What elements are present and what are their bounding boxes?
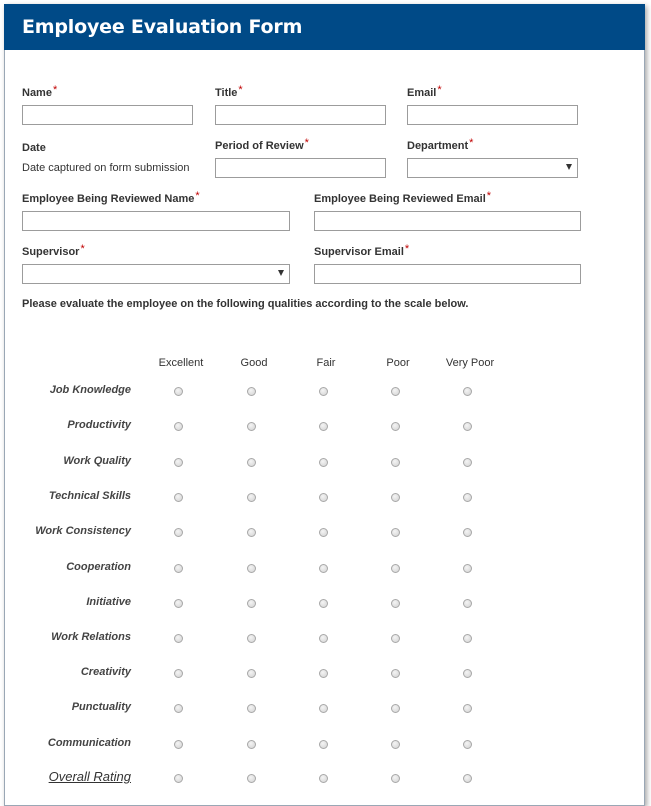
scale-header-good: Good [240,357,268,369]
reviewed-email-input[interactable] [314,211,581,231]
date-note: Date captured on form submission [22,162,190,174]
radio-overall-rating-fair[interactable] [319,774,328,783]
radio-cooperation-good[interactable] [247,564,256,573]
period-label: Period of Review* [215,137,309,152]
radio-communication-poor[interactable] [391,740,400,749]
radio-work-relations-good[interactable] [247,634,256,643]
radio-cooperation-very-poor[interactable] [463,564,472,573]
quality-label-overall-rating: Overall Rating [48,769,131,784]
quality-label-communication: Communication [47,737,131,749]
radio-work-consistency-poor[interactable] [391,528,400,537]
radio-initiative-excellent[interactable] [174,599,183,608]
quality-label-job-knowledge: Job Knowledge [49,384,131,396]
radio-communication-excellent[interactable] [174,740,183,749]
radio-technical-skills-very-poor[interactable] [463,493,472,502]
radio-job-knowledge-excellent[interactable] [174,387,183,396]
radio-initiative-very-poor[interactable] [463,599,472,608]
radio-creativity-excellent[interactable] [174,669,183,678]
radio-work-relations-very-poor[interactable] [463,634,472,643]
quality-label-technical-skills: Technical Skills [48,490,131,502]
required-marker: * [80,243,85,255]
required-marker: * [437,84,442,96]
radio-cooperation-poor[interactable] [391,564,400,573]
radio-productivity-excellent[interactable] [174,422,183,431]
radio-technical-skills-excellent[interactable] [174,493,183,502]
supervisor-email-label: Supervisor Email* [314,243,410,258]
radio-job-knowledge-poor[interactable] [391,387,400,396]
radio-punctuality-fair[interactable] [319,704,328,713]
radio-cooperation-fair[interactable] [319,564,328,573]
radio-technical-skills-poor[interactable] [391,493,400,502]
date-label: Date [22,142,46,154]
radio-communication-fair[interactable] [319,740,328,749]
radio-productivity-good[interactable] [247,422,256,431]
required-marker: * [238,84,243,96]
radio-job-knowledge-fair[interactable] [319,387,328,396]
name-input[interactable] [22,105,193,125]
period-input[interactable] [215,158,386,178]
radio-technical-skills-fair[interactable] [319,493,328,502]
radio-communication-good[interactable] [247,740,256,749]
radio-initiative-good[interactable] [247,599,256,608]
reviewed-name-label: Employee Being Reviewed Name* [22,190,200,205]
radio-work-quality-poor[interactable] [391,458,400,467]
scale-header-poor: Poor [386,357,410,369]
radio-work-consistency-excellent[interactable] [174,528,183,537]
supervisor-label: Supervisor* [22,243,85,258]
required-marker: * [486,190,492,202]
quality-label-cooperation: Cooperation [66,561,131,573]
radio-work-consistency-good[interactable] [247,528,256,537]
radio-communication-very-poor[interactable] [463,740,472,749]
required-marker: * [404,243,410,255]
radio-work-consistency-very-poor[interactable] [463,528,472,537]
radio-creativity-good[interactable] [247,669,256,678]
radio-overall-rating-very-poor[interactable] [463,774,472,783]
radio-productivity-very-poor[interactable] [463,422,472,431]
radio-job-knowledge-very-poor[interactable] [463,387,472,396]
required-marker: * [469,137,474,149]
department-label: Department* [407,137,474,152]
radio-work-quality-fair[interactable] [319,458,328,467]
title-input[interactable] [215,105,386,125]
radio-overall-rating-excellent[interactable] [174,774,183,783]
quality-label-work-consistency: Work Consistency [35,525,131,537]
radio-productivity-fair[interactable] [319,422,328,431]
reviewed-name-input[interactable] [22,211,290,231]
radio-work-relations-fair[interactable] [319,634,328,643]
radio-work-consistency-fair[interactable] [319,528,328,537]
name-label: Name* [22,84,58,99]
radio-overall-rating-poor[interactable] [391,774,400,783]
radio-punctuality-good[interactable] [247,704,256,713]
radio-punctuality-poor[interactable] [391,704,400,713]
quality-label-productivity: Productivity [67,419,131,431]
radio-job-knowledge-good[interactable] [247,387,256,396]
required-marker: * [195,190,200,202]
quality-label-initiative: Initiative [86,596,131,608]
quality-label-creativity: Creativity [80,666,131,678]
required-marker: * [304,137,309,149]
radio-initiative-fair[interactable] [319,599,328,608]
radio-productivity-poor[interactable] [391,422,400,431]
email-label: Email* [407,84,442,99]
radio-cooperation-excellent[interactable] [174,564,183,573]
radio-technical-skills-good[interactable] [247,493,256,502]
reviewed-email-label: Employee Being Reviewed Email* [314,190,492,205]
radio-creativity-poor[interactable] [391,669,400,678]
supervisor-email-input[interactable] [314,264,581,284]
radio-work-quality-very-poor[interactable] [463,458,472,467]
scale-header-excellent: Excellent [158,357,204,369]
quality-label-work-relations: Work Relations [51,631,131,643]
title-label: Title* [215,84,243,99]
supervisor-select[interactable] [22,264,290,284]
scale-header-fair: Fair [316,357,336,369]
radio-work-relations-poor[interactable] [391,634,400,643]
quality-label-punctuality: Punctuality [71,701,131,713]
radio-work-quality-good[interactable] [247,458,256,467]
scale-header-very-poor: Very Poor [445,357,495,369]
form-header [4,4,645,50]
required-marker: * [52,84,58,96]
radio-punctuality-excellent[interactable] [174,704,183,713]
form-title: Employee Evaluation Form [22,16,303,38]
radio-work-quality-excellent[interactable] [174,458,183,467]
radio-punctuality-very-poor[interactable] [463,704,472,713]
radio-creativity-fair[interactable] [319,669,328,678]
radio-work-relations-excellent[interactable] [174,634,183,643]
quality-label-work-quality: Work Quality [63,455,131,467]
radio-creativity-very-poor[interactable] [463,669,472,678]
email-input[interactable] [407,105,578,125]
department-select[interactable] [407,158,578,178]
chevron-down-icon [278,270,284,276]
evaluation-instructions: Please evaluate the employee on the following qualities according to the scale below. [22,298,469,310]
radio-initiative-poor[interactable] [391,599,400,608]
radio-overall-rating-good[interactable] [247,774,256,783]
chevron-down-icon [566,164,572,170]
